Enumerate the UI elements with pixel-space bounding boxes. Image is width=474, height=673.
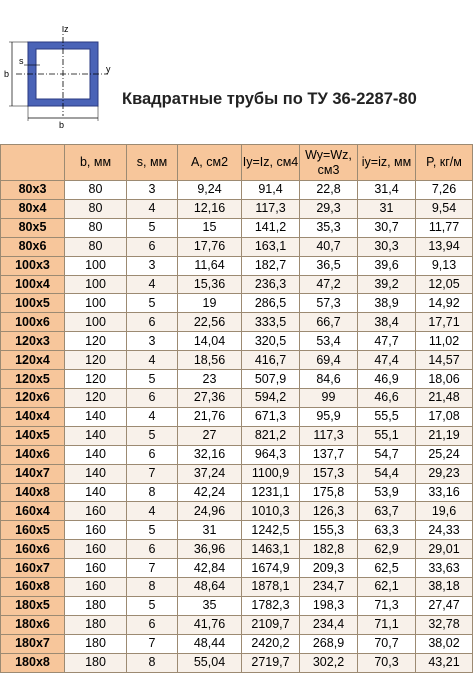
table-row <box>1 445 473 464</box>
table-cell: 100 <box>65 256 127 275</box>
size-cell: 180x5 <box>1 596 65 615</box>
table-cell: 182,8 <box>300 540 358 559</box>
table-cell: 66,7 <box>300 313 358 332</box>
table-cell: 53,9 <box>358 483 416 502</box>
table-cell: 1674,9 <box>242 559 300 578</box>
table-cell: 160 <box>65 502 127 521</box>
table-cell: 126,3 <box>300 502 358 521</box>
size-cell: 100x3 <box>1 256 65 275</box>
table-cell: 23 <box>178 370 242 389</box>
size-cell: 120x6 <box>1 388 65 407</box>
size-cell: 80x6 <box>1 237 65 256</box>
table-cell: 333,5 <box>242 313 300 332</box>
table-cell: 821,2 <box>242 426 300 445</box>
cross-section-diagram <box>4 24 116 130</box>
table-cell: 31 <box>358 199 416 218</box>
table-cell: 24,96 <box>178 502 242 521</box>
square-tube-section-icon <box>4 24 116 130</box>
table-cell: 2719,7 <box>242 653 300 672</box>
size-cell: 180x6 <box>1 615 65 634</box>
table-cell: 46,9 <box>358 370 416 389</box>
size-cell: 140x4 <box>1 407 65 426</box>
table-cell: 137,7 <box>300 445 358 464</box>
table-cell: 54,4 <box>358 464 416 483</box>
table-cell: 38,4 <box>358 313 416 332</box>
table-cell: 19 <box>178 294 242 313</box>
size-cell: 160x7 <box>1 559 65 578</box>
table-cell: 234,7 <box>300 578 358 597</box>
table-cell: 180 <box>65 653 127 672</box>
table-cell: 80 <box>65 181 127 200</box>
table-cell: 4 <box>127 407 178 426</box>
size-cell: 80x5 <box>1 218 65 237</box>
table-row <box>1 407 473 426</box>
table-cell: 180 <box>65 615 127 634</box>
table-cell: 30,7 <box>358 218 416 237</box>
table-row <box>1 218 473 237</box>
table-cell: 120 <box>65 370 127 389</box>
table-cell: 70,7 <box>358 634 416 653</box>
table-cell: 31,4 <box>358 181 416 200</box>
table-cell: 63,7 <box>358 502 416 521</box>
table-cell: 47,4 <box>358 351 416 370</box>
table-row <box>1 199 473 218</box>
table-cell: 15,36 <box>178 275 242 294</box>
table-cell: 1878,1 <box>242 578 300 597</box>
table-cell: 39,2 <box>358 275 416 294</box>
table-cell: 7 <box>127 559 178 578</box>
size-cell: 160x4 <box>1 502 65 521</box>
table-cell: 11,64 <box>178 256 242 275</box>
table-row <box>1 388 473 407</box>
table-cell: 80 <box>65 237 127 256</box>
table-cell: 22,56 <box>178 313 242 332</box>
table-cell: 62,9 <box>358 540 416 559</box>
table-cell: 4 <box>127 351 178 370</box>
table-cell: 17,71 <box>416 313 473 332</box>
table-cell: 71,1 <box>358 615 416 634</box>
size-cell: 180x8 <box>1 653 65 672</box>
column-header: b, мм <box>65 145 127 181</box>
table-row <box>1 464 473 483</box>
size-cell: 160x8 <box>1 578 65 597</box>
table-cell: 160 <box>65 540 127 559</box>
size-cell: 80x4 <box>1 199 65 218</box>
table-cell: 3 <box>127 332 178 351</box>
axis-label-y: y <box>106 64 111 74</box>
table-cell: 27,36 <box>178 388 242 407</box>
table-cell: 416,7 <box>242 351 300 370</box>
size-cell: 180x7 <box>1 634 65 653</box>
table-cell: 31 <box>178 521 242 540</box>
table-row <box>1 370 473 389</box>
table-cell: 46,6 <box>358 388 416 407</box>
table-cell: 29,23 <box>416 464 473 483</box>
table-cell: 594,2 <box>242 388 300 407</box>
table-cell: 180 <box>65 596 127 615</box>
table-cell: 8 <box>127 578 178 597</box>
table-cell: 84,6 <box>300 370 358 389</box>
table-cell: 37,24 <box>178 464 242 483</box>
table-cell: 1100,9 <box>242 464 300 483</box>
table-cell: 55,5 <box>358 407 416 426</box>
table-cell: 12,16 <box>178 199 242 218</box>
header-corner <box>1 145 65 181</box>
table-cell: 29,3 <box>300 199 358 218</box>
size-cell: 140x5 <box>1 426 65 445</box>
size-cell: 120x3 <box>1 332 65 351</box>
table-cell: 47,7 <box>358 332 416 351</box>
table-cell: 69,4 <box>300 351 358 370</box>
table-cell: 11,02 <box>416 332 473 351</box>
label-s: s <box>19 56 24 66</box>
table-cell: 3 <box>127 181 178 200</box>
table-cell: 32,16 <box>178 445 242 464</box>
table-row <box>1 332 473 351</box>
table-cell: 182,7 <box>242 256 300 275</box>
table-cell: 1782,3 <box>242 596 300 615</box>
table-row <box>1 521 473 540</box>
table-cell: 2109,7 <box>242 615 300 634</box>
table-cell: 117,3 <box>242 199 300 218</box>
table-cell: 48,64 <box>178 578 242 597</box>
size-cell: 120x4 <box>1 351 65 370</box>
table-cell: 671,3 <box>242 407 300 426</box>
table-row <box>1 559 473 578</box>
column-header: s, мм <box>127 145 178 181</box>
column-header: Wy=Wz, см3 <box>300 145 358 181</box>
table-cell: 9,24 <box>178 181 242 200</box>
table-cell: 234,4 <box>300 615 358 634</box>
column-header: A, см2 <box>178 145 242 181</box>
table-row <box>1 313 473 332</box>
table-cell: 1242,5 <box>242 521 300 540</box>
table-row <box>1 540 473 559</box>
table-cell: 7 <box>127 464 178 483</box>
table-cell: 4 <box>127 199 178 218</box>
column-header: P, кг/м <box>416 145 473 181</box>
table-cell: 140 <box>65 483 127 502</box>
table-cell: 4 <box>127 502 178 521</box>
table-row <box>1 275 473 294</box>
table-cell: 286,5 <box>242 294 300 313</box>
table-cell: 964,3 <box>242 445 300 464</box>
table-cell: 6 <box>127 615 178 634</box>
table-cell: 6 <box>127 313 178 332</box>
table-cell: 30,3 <box>358 237 416 256</box>
table-cell: 507,9 <box>242 370 300 389</box>
table-cell: 8 <box>127 483 178 502</box>
table-cell: 41,76 <box>178 615 242 634</box>
table-cell: 14,57 <box>416 351 473 370</box>
size-cell: 80x3 <box>1 181 65 200</box>
table-cell: 17,08 <box>416 407 473 426</box>
table-cell: 38,9 <box>358 294 416 313</box>
table-cell: 80 <box>65 199 127 218</box>
table-cell: 160 <box>65 521 127 540</box>
size-cell: 140x6 <box>1 445 65 464</box>
table-row <box>1 578 473 597</box>
table-cell: 14,92 <box>416 294 473 313</box>
table-cell: 38,18 <box>416 578 473 597</box>
table-cell: 95,9 <box>300 407 358 426</box>
size-cell: 100x4 <box>1 275 65 294</box>
table-row <box>1 351 473 370</box>
table-cell: 100 <box>65 313 127 332</box>
table-cell: 140 <box>65 407 127 426</box>
table-cell: 9,54 <box>416 199 473 218</box>
size-cell: 160x6 <box>1 540 65 559</box>
table-cell: 33,16 <box>416 483 473 502</box>
table-cell: 27 <box>178 426 242 445</box>
table-cell: 32,78 <box>416 615 473 634</box>
table-cell: 17,76 <box>178 237 242 256</box>
size-cell: 120x5 <box>1 370 65 389</box>
table-cell: 180 <box>65 634 127 653</box>
table-cell: 25,24 <box>416 445 473 464</box>
table-cell: 155,3 <box>300 521 358 540</box>
table-row <box>1 294 473 313</box>
table-cell: 157,3 <box>300 464 358 483</box>
table-cell: 80 <box>65 218 127 237</box>
size-cell: 140x7 <box>1 464 65 483</box>
table-cell: 47,2 <box>300 275 358 294</box>
table-cell: 236,3 <box>242 275 300 294</box>
table-cell: 160 <box>65 578 127 597</box>
table-cell: 14,04 <box>178 332 242 351</box>
table-row <box>1 181 473 200</box>
table-cell: 6 <box>127 445 178 464</box>
table-row <box>1 502 473 521</box>
table-row <box>1 634 473 653</box>
table-cell: 13,94 <box>416 237 473 256</box>
table-cell: 268,9 <box>300 634 358 653</box>
table-cell: 120 <box>65 388 127 407</box>
size-cell: 160x5 <box>1 521 65 540</box>
table-cell: 5 <box>127 596 178 615</box>
table-cell: 175,8 <box>300 483 358 502</box>
table-cell: 5 <box>127 426 178 445</box>
table-body <box>1 181 473 673</box>
table-cell: 21,76 <box>178 407 242 426</box>
table-cell: 18,56 <box>178 351 242 370</box>
table-row <box>1 237 473 256</box>
table-cell: 35 <box>178 596 242 615</box>
label-b-left: b <box>4 69 10 79</box>
table-cell: 320,5 <box>242 332 300 351</box>
table-cell: 100 <box>65 275 127 294</box>
axis-label-z: z <box>64 24 69 34</box>
table-cell: 48,44 <box>178 634 242 653</box>
table-cell: 5 <box>127 218 178 237</box>
table-cell: 160 <box>65 559 127 578</box>
table-cell: 120 <box>65 332 127 351</box>
table-cell: 21,48 <box>416 388 473 407</box>
table-cell: 33,63 <box>416 559 473 578</box>
table-cell: 18,06 <box>416 370 473 389</box>
table-cell: 140 <box>65 445 127 464</box>
table-row <box>1 653 473 672</box>
table-cell: 198,3 <box>300 596 358 615</box>
table-cell: 7 <box>127 634 178 653</box>
table-cell: 163,1 <box>242 237 300 256</box>
table-cell: 5 <box>127 370 178 389</box>
table-cell: 1010,3 <box>242 502 300 521</box>
table-cell: 100 <box>65 294 127 313</box>
table-cell: 120 <box>65 351 127 370</box>
table-cell: 27,47 <box>416 596 473 615</box>
table-cell: 302,2 <box>300 653 358 672</box>
table-row <box>1 483 473 502</box>
label-b-bottom: b <box>59 120 65 130</box>
table-cell: 6 <box>127 237 178 256</box>
table-cell: 22,8 <box>300 181 358 200</box>
table-cell: 8 <box>127 653 178 672</box>
table-cell: 39,6 <box>358 256 416 275</box>
table-cell: 140 <box>65 426 127 445</box>
table-cell: 140 <box>65 464 127 483</box>
column-header: Iy=Iz, см4 <box>242 145 300 181</box>
table-row <box>1 615 473 634</box>
table-cell: 3 <box>127 256 178 275</box>
table-cell: 24,33 <box>416 521 473 540</box>
table-cell: 42,24 <box>178 483 242 502</box>
table-cell: 1463,1 <box>242 540 300 559</box>
size-cell: 100x5 <box>1 294 65 313</box>
table-cell: 29,01 <box>416 540 473 559</box>
page-title: Квадратные трубы по ТУ 36-2287-80 <box>122 90 417 108</box>
table-cell: 19,6 <box>416 502 473 521</box>
size-cell: 140x8 <box>1 483 65 502</box>
table-cell: 7,26 <box>416 181 473 200</box>
table-cell: 54,7 <box>358 445 416 464</box>
table-cell: 9,13 <box>416 256 473 275</box>
table-cell: 55,04 <box>178 653 242 672</box>
table-cell: 57,3 <box>300 294 358 313</box>
table-cell: 38,02 <box>416 634 473 653</box>
table-cell: 35,3 <box>300 218 358 237</box>
table-cell: 53,4 <box>300 332 358 351</box>
table-cell: 11,77 <box>416 218 473 237</box>
table-cell: 42,84 <box>178 559 242 578</box>
table-cell: 5 <box>127 294 178 313</box>
table-cell: 2420,2 <box>242 634 300 653</box>
table-cell: 141,2 <box>242 218 300 237</box>
table-cell: 62,5 <box>358 559 416 578</box>
table-cell: 43,21 <box>416 653 473 672</box>
table-cell: 1231,1 <box>242 483 300 502</box>
table-cell: 117,3 <box>300 426 358 445</box>
table-cell: 5 <box>127 521 178 540</box>
tube-table <box>0 144 473 673</box>
table-cell: 21,19 <box>416 426 473 445</box>
size-cell: 100x6 <box>1 313 65 332</box>
table-cell: 15 <box>178 218 242 237</box>
table-cell: 209,3 <box>300 559 358 578</box>
table-cell: 36,96 <box>178 540 242 559</box>
table-cell: 70,3 <box>358 653 416 672</box>
table-cell: 99 <box>300 388 358 407</box>
table-cell: 36,5 <box>300 256 358 275</box>
table-cell: 62,1 <box>358 578 416 597</box>
table-row <box>1 596 473 615</box>
table-cell: 4 <box>127 275 178 294</box>
table-cell: 6 <box>127 388 178 407</box>
table-cell: 55,1 <box>358 426 416 445</box>
table-cell: 6 <box>127 540 178 559</box>
table-header-row <box>1 145 473 181</box>
table-cell: 12,05 <box>416 275 473 294</box>
table-row <box>1 256 473 275</box>
table-row <box>1 426 473 445</box>
table-cell: 91,4 <box>242 181 300 200</box>
column-header: iy=iz, мм <box>358 145 416 181</box>
table-cell: 40,7 <box>300 237 358 256</box>
table-cell: 63,3 <box>358 521 416 540</box>
table-cell: 71,3 <box>358 596 416 615</box>
